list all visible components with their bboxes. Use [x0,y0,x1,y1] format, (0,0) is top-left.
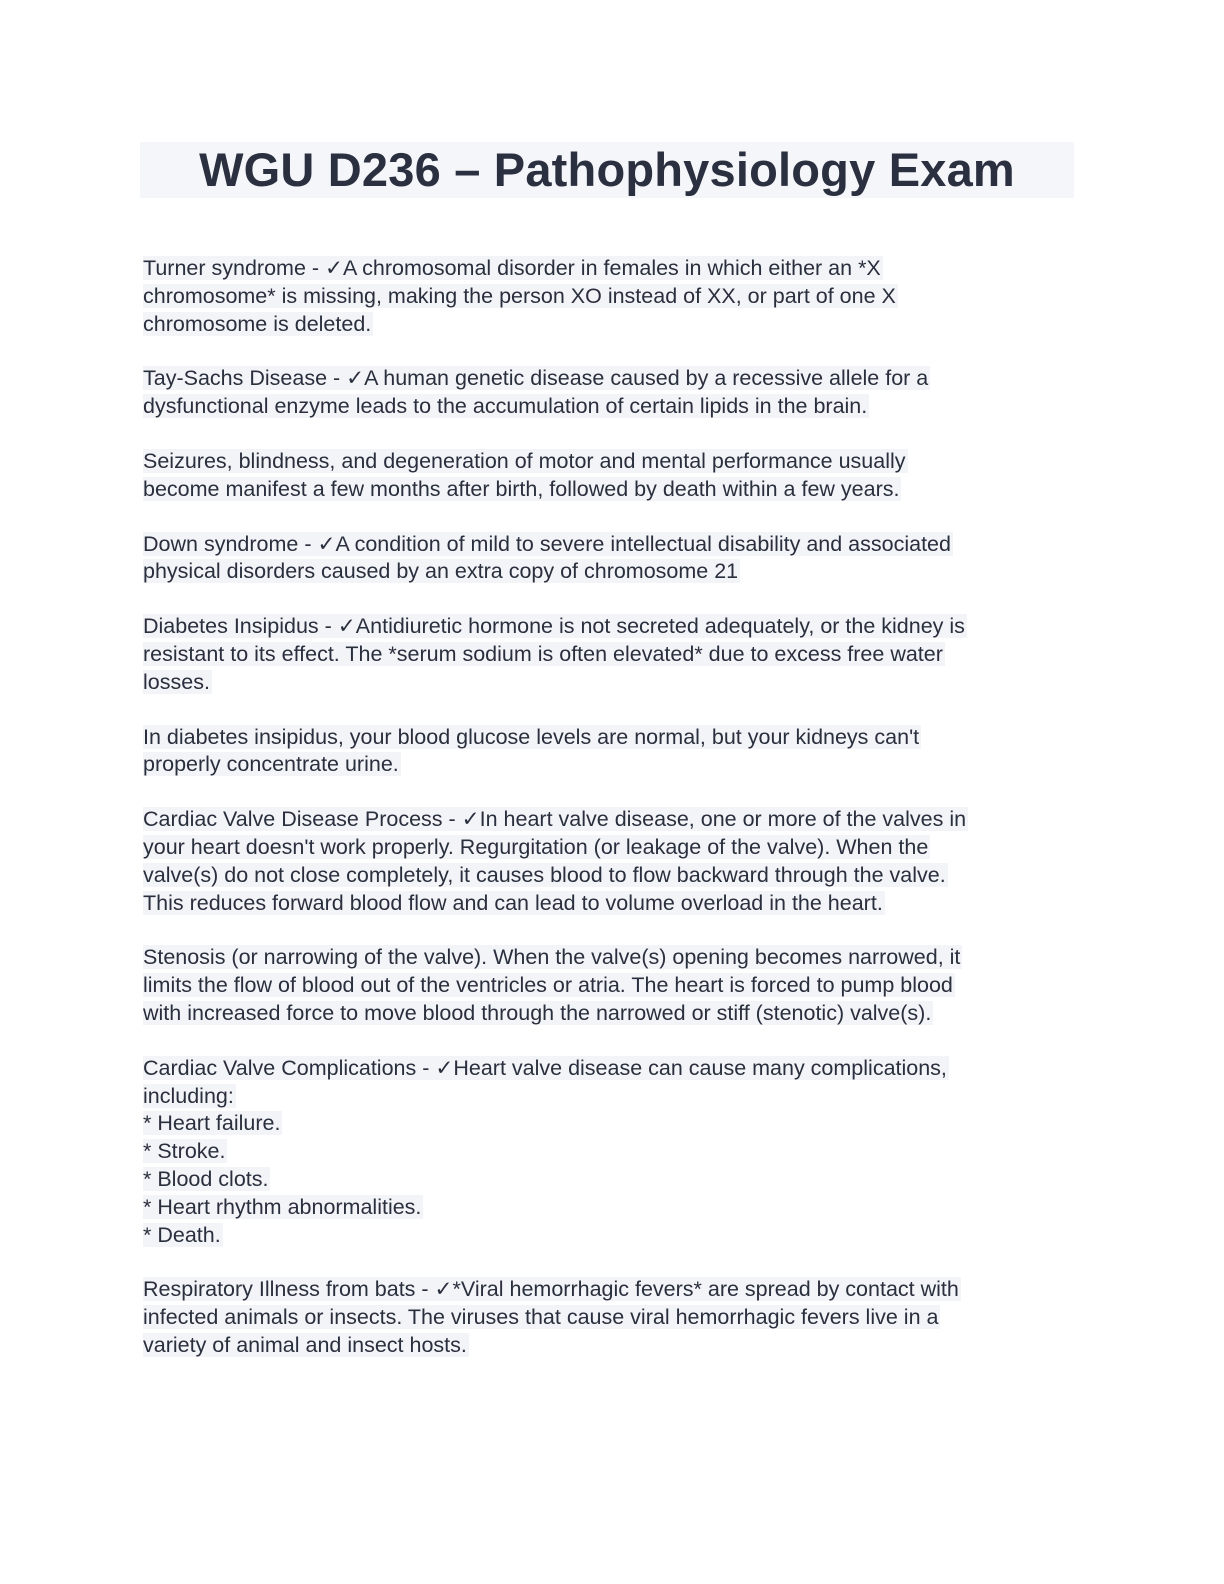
paragraph [143,531,1073,587]
text-line [143,1138,1073,1166]
text-line-content: dysfunctional enzyme leads to the accumulation of certain lipids in the brain. [143,394,868,419]
text-line-content: * Death. [143,1222,221,1247]
text-line [143,1276,1073,1304]
text-line [143,1222,1073,1250]
text-line [143,558,1073,586]
text-line [143,751,1073,779]
text-line [143,834,1073,862]
text-line-content: Down syndrome - ✓A condition of mild to severe intellectual disability and associated [143,531,951,556]
text-line [143,1166,1073,1194]
text-line-content: Tay-Sachs Disease - ✓A human genetic disease caused by a recessive allele for a [143,366,929,391]
text-line [143,393,1073,421]
paragraph [143,944,1073,1027]
text-line [143,283,1073,311]
text-line-content: losses. [143,669,210,694]
text-line [143,944,1073,972]
text-line [143,1110,1073,1138]
paragraph [143,365,1073,421]
text-line-content: Turner syndrome - ✓A chromosomal disorder in females in which either an *X [143,256,881,280]
document-body [143,255,1073,1387]
text-line-content: including: [143,1083,234,1108]
text-line [143,641,1073,669]
paragraph [143,806,1073,917]
text-line-content: limits the flow of blood out of the ventricles or atria. The heart is forced to pump blood [143,973,953,998]
paragraph [143,448,1073,504]
text-line [143,1194,1073,1222]
text-line [143,531,1073,559]
text-line [143,613,1073,641]
text-line-content: physical disorders caused by an extra copy of chromosome 21 [143,559,739,584]
text-line-content: resistant to its effect. The *serum sodium is often elevated* due to excess free water [143,641,943,666]
text-line [143,1083,1073,1111]
text-line [143,669,1073,697]
text-line-content: Cardiac Valve Disease Process - ✓In heart valve disease, one or more of the valves in [143,807,967,832]
text-line-content: * Heart failure. [143,1111,281,1136]
text-line-content: chromosome is deleted. [143,311,372,336]
text-line [143,862,1073,890]
text-line [143,806,1073,834]
text-line-content: * Blood clots. [143,1166,269,1191]
text-line [143,448,1073,476]
paragraph [143,613,1073,696]
text-line-content: valve(s) do not close completely, it causes blood to flow backward through the valve. [143,862,946,887]
text-line [143,972,1073,1000]
text-line-content: Stenosis (or narrowing of the valve). When the valve(s) opening becomes narrowed, it [143,945,961,970]
text-line-content: chromosome* is missing, making the person XO instead of XX, or part of one X [143,283,896,308]
text-line [143,1055,1073,1083]
text-line-content: Seizures, blindness, and degeneration of motor and mental performance usually [143,448,906,473]
paragraph [143,724,1073,780]
paragraph [143,1276,1073,1359]
document-title: WGU D236 – Pathophysiology Exam [199,143,1015,196]
paragraph [143,255,1073,338]
text-line [143,476,1073,504]
text-line-content: * Heart rhythm abnormalities. [143,1194,422,1219]
text-line [143,365,1073,393]
text-line-content: In diabetes insipidus, your blood glucose levels are normal, but your kidneys can't [143,724,920,749]
text-line [143,724,1073,752]
text-line-content: * Stroke. [143,1139,226,1164]
text-line-content: become manifest a few months after birth, followed by death within a few years. [143,476,900,501]
text-line [143,255,1073,283]
text-line-content: variety of animal and insect hosts. [143,1332,467,1357]
text-line-content: Respiratory Illness from bats - ✓*Viral hemorrhagic fevers* are spread by contact with [143,1277,959,1302]
text-line-content: Diabetes Insipidus - ✓Antidiuretic hormone is not secreted adequately, or the kidney is [143,614,965,639]
text-line [143,311,1073,339]
text-line [143,890,1073,918]
text-line-content: Cardiac Valve Complications - ✓Heart valve disease can cause many complications, [143,1055,947,1080]
text-line-content: with increased force to move blood through the narrowed or stiff (stenotic) valve(s). [143,1000,932,1025]
text-line-content: your heart doesn't work properly. Regurgitation (or leakage of the valve). When the [143,834,929,859]
text-line-content: infected animals or insects. The viruses that cause viral hemorrhagic fevers live in a [143,1305,939,1330]
text-line-content: properly concentrate urine. [143,752,399,777]
text-line [143,1304,1073,1332]
text-line [143,1332,1073,1360]
text-line [143,1000,1073,1028]
paragraph [143,1055,1073,1250]
text-line-content: This reduces forward blood flow and can lead to volume overload in the heart. [143,890,883,915]
